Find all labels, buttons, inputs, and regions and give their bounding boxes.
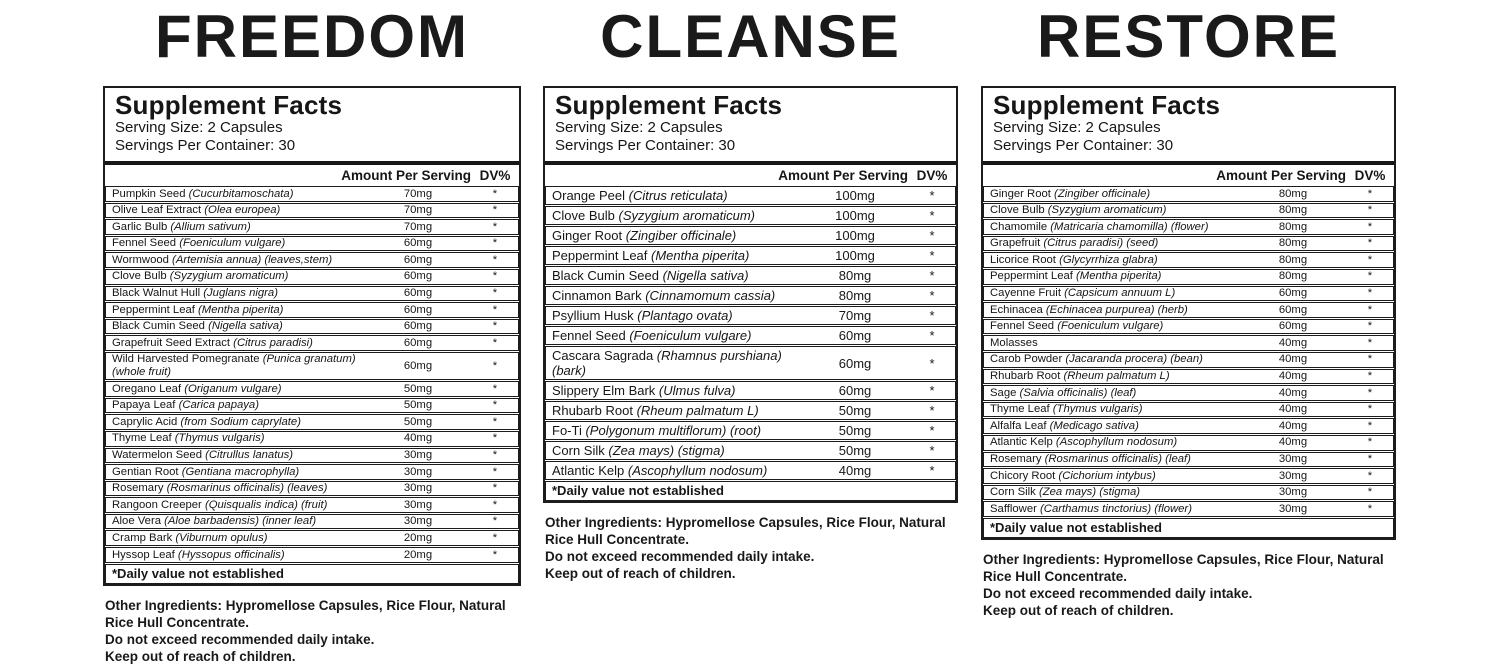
amount-column-label: Amount Per Serving (1216, 168, 1346, 183)
ingredient-name: Rhubarb Root (Rheum palmatum L) (552, 403, 759, 418)
ingredient-row (105, 269, 519, 285)
ingredient-amount: 30mg (1278, 486, 1308, 499)
ingredient-dv: * (492, 303, 498, 316)
servings-per-container: Servings Per Container: 30 (555, 137, 736, 154)
ingredient-dv: * (492, 237, 498, 250)
ingredient-name: Peppermint Leaf (Mentha piperita) (990, 270, 1162, 283)
warning-intake-text: Do not exceed recommended daily intake. (545, 549, 815, 564)
ingredient-table (545, 186, 956, 480)
ingredient-dv: * (492, 432, 498, 445)
ingredient-dv: * (492, 320, 498, 333)
ingredient-dv: * (1367, 253, 1373, 266)
ingredient-amount: 50mg (838, 443, 872, 458)
ingredient-row (983, 319, 1394, 335)
ingredient-name: Olive Leaf Extract (Olea europea) (112, 204, 281, 217)
ingredient-amount: 60mg (403, 320, 433, 333)
ingredient-row (105, 352, 519, 380)
ingredient-amount: 60mg (403, 303, 433, 316)
ingredient-name: Gentian Root (Gentiana macrophylla) (112, 465, 300, 478)
ingredient-amount: 30mg (403, 465, 433, 478)
ingredient-name: Cayenne Fruit (Capsicum annuum L) (990, 287, 1176, 300)
table-column-header (545, 165, 956, 186)
ingredient-amount: 60mg (838, 355, 872, 371)
ingredient-name: Grapefruit Seed Extract (Citrus paradisi) (112, 336, 313, 349)
amount-column-label: Amount Per Serving (341, 168, 471, 183)
serving-size: Serving Size: 2 Capsules (555, 119, 723, 136)
ingredient-row (983, 186, 1394, 202)
panel-header (983, 88, 1394, 160)
ingredient-dv: * (929, 328, 935, 343)
ingredient-dv: * (1367, 187, 1373, 200)
supplement-facts-title: Supplement Facts (993, 90, 1221, 120)
ingredient-dv: * (492, 498, 498, 511)
ingredient-row (105, 286, 519, 302)
ingredient-name: Corn Silk (Zea mays) (stigma) (990, 486, 1141, 499)
ingredient-row (105, 530, 519, 546)
ingredient-amount: 80mg (1278, 237, 1308, 250)
dv-column-label: DV% (1354, 168, 1386, 183)
ingredient-row (983, 485, 1394, 501)
ingredient-name: Fennel Seed (Foeniculum vulgare) (990, 320, 1164, 333)
ingredient-amount: 40mg (1278, 336, 1308, 349)
warning-children-text: Keep out of reach of children. (545, 566, 736, 581)
ingredient-name: Oregano Leaf (Origanum vulgare) (112, 382, 282, 395)
ingredient-name: Chicory Root (Cichorium intybus) (990, 469, 1156, 482)
ingredient-row (983, 203, 1394, 219)
ingredient-name: Black Cumin Seed (Nigella sativa) (552, 268, 749, 283)
ingredient-name: Ginger Root (Zingiber officinale) (990, 187, 1151, 200)
ingredient-amount: 40mg (1278, 403, 1308, 416)
ingredient-dv: * (929, 423, 935, 438)
ingredient-amount: 80mg (838, 268, 872, 283)
ingredient-dv: * (492, 270, 498, 283)
ingredient-name: Garlic Bulb (Allium sativum) (112, 220, 251, 233)
ingredient-amount: 60mg (403, 270, 433, 283)
ingredient-row (105, 414, 519, 430)
ingredient-table (105, 186, 519, 563)
ingredient-name: Clove Bulb (Syzygium aromaticum) (112, 270, 289, 283)
column-freedom (103, 3, 521, 665)
ingredient-row (105, 381, 519, 397)
ingredient-row (983, 286, 1394, 302)
ingredient-name: Alfalfa Leaf (Medicago sativa) (990, 419, 1139, 432)
ingredient-name: Clove Bulb (Syzygium aromaticum) (990, 204, 1167, 217)
ingredient-row (545, 326, 956, 345)
ingredient-dv: * (929, 228, 935, 243)
ingredient-dv: * (929, 268, 935, 283)
ingredient-name: Cinnamon Bark (Cinnamomum cassia) (552, 288, 776, 303)
ingredient-amount: 50mg (403, 382, 433, 395)
ingredient-amount: 70mg (403, 220, 433, 233)
ingredient-dv: * (1367, 486, 1373, 499)
ingredient-amount: 60mg (403, 359, 433, 372)
ingredient-dv: * (492, 465, 498, 478)
ingredient-dv: * (929, 288, 935, 303)
ingredient-amount: 20mg (403, 548, 433, 561)
ingredient-name: Molasses (990, 336, 1038, 349)
ingredient-name: Atlantic Kelp (Ascophyllum nodosum) (552, 463, 768, 478)
product-title-cleanse: CLEANSE (600, 3, 901, 70)
ingredient-row (983, 252, 1394, 268)
ingredient-amount: 60mg (403, 253, 433, 266)
other-ingredients-text: Other Ingredients: Hypromellose Capsules, Rice Flour, Natural Rice Hull Concentrate. (545, 515, 946, 547)
ingredient-name: Wild Harvested Pomegranate (Punica granatum) (whole fruit) (112, 353, 356, 379)
ingredient-row (983, 269, 1394, 285)
serving-size: Serving Size: 2 Capsules (993, 119, 1161, 136)
ingredient-row (545, 421, 956, 440)
ingredient-name: Peppermint Leaf (Mentha piperita) (552, 248, 750, 263)
ingredient-amount: 80mg (1278, 220, 1308, 233)
ingredient-row (983, 219, 1394, 235)
ingredient-dv: * (929, 463, 935, 478)
other-ingredients-block (103, 597, 521, 665)
ingredient-dv: * (929, 403, 935, 418)
other-ingredients-block (981, 551, 1396, 619)
ingredient-amount: 50mg (403, 415, 433, 428)
ingredient-dv: * (1367, 419, 1373, 432)
ingredient-dv: * (1367, 353, 1373, 366)
ingredient-name: Black Walnut Hull (Juglans nigra) (112, 287, 278, 300)
ingredient-dv: * (929, 443, 935, 458)
ingredient-dv: * (492, 548, 498, 561)
ingredient-amount: 40mg (1278, 386, 1308, 399)
ingredient-name: Thyme Leaf (Thymus vulgaris) (112, 432, 265, 445)
other-ingredients-text: Other Ingredients: Hypromellose Capsules, Rice Flour, Natural Rice Hull Concentrate. (105, 597, 506, 630)
ingredient-row (105, 236, 519, 252)
ingredient-dv: * (1367, 336, 1373, 349)
ingredient-dv: * (492, 515, 498, 528)
ingredient-dv: * (929, 383, 935, 398)
ingredient-amount: 30mg (403, 498, 433, 511)
ingredient-row (545, 461, 956, 480)
ingredient-row (105, 481, 519, 497)
ingredient-row (983, 385, 1394, 401)
ingredient-row (105, 302, 519, 318)
supplement-facts-panel-freedom (103, 86, 521, 586)
ingredient-dv: * (492, 359, 498, 372)
ingredient-name: Licorice Root (Glycyrrhiza glabra) (990, 253, 1158, 266)
ingredient-amount: 60mg (1278, 287, 1308, 300)
ingredient-name: Carob Powder (Jacaranda procera) (bean) (990, 353, 1203, 366)
warning-intake-text: Do not exceed recommended daily intake. (105, 631, 375, 647)
ingredient-row (545, 186, 956, 205)
ingredient-name: Psyllium Husk (Plantago ovata) (552, 308, 733, 323)
ingredient-name: Rosemary (Rosmarinus officinalis) (leaf) (990, 453, 1191, 465)
ingredient-dv: * (492, 399, 498, 412)
ingredient-name: Black Cumin Seed (Nigella sativa) (112, 320, 283, 333)
ingredient-name: Cascara Sagrada (Rhamnus purshiana) (bark) (552, 348, 782, 378)
ingredient-amount: 80mg (1278, 204, 1308, 217)
ingredient-name: Safflower (Carthamus tinctorius) (flower) (990, 502, 1192, 515)
ingredient-amount: 60mg (1278, 320, 1308, 333)
ingredient-dv: * (1367, 370, 1373, 383)
ingredient-name: Cramp Bark (Viburnum opulus) (112, 531, 268, 544)
ingredient-row (545, 226, 956, 245)
ingredient-dv: * (1367, 220, 1373, 233)
product-title-freedom: FREEDOM (155, 3, 469, 70)
ingredient-amount: 100mg (835, 228, 875, 243)
ingredient-amount: 60mg (838, 328, 872, 343)
ingredient-row (105, 398, 519, 414)
ingredient-amount: 70mg (838, 308, 872, 323)
ingredient-row (545, 401, 956, 420)
ingredient-row (983, 452, 1394, 468)
other-ingredients-block (543, 514, 958, 582)
ingredient-amount: 40mg (1278, 419, 1308, 432)
ingredient-dv: * (1367, 270, 1373, 283)
ingredient-row (545, 346, 956, 380)
ingredient-row (545, 306, 956, 325)
supplement-facts-panel-cleanse (543, 86, 958, 503)
supplement-facts-title: Supplement Facts (115, 90, 343, 120)
ingredient-amount: 60mg (1278, 303, 1308, 316)
ingredient-row (105, 219, 519, 235)
ingredient-row (545, 441, 956, 460)
ingredient-amount: 30mg (1278, 453, 1308, 465)
ingredient-amount: 70mg (403, 204, 433, 217)
ingredient-name: Rangoon Creeper (Quisqualis indica) (fruit) (112, 498, 328, 511)
ingredient-dv: * (929, 188, 935, 203)
serving-size: Serving Size: 2 Capsules (115, 119, 283, 136)
ingredient-amount: 30mg (403, 449, 433, 461)
ingredient-amount: 40mg (1278, 436, 1308, 449)
ingredient-row (983, 418, 1394, 434)
supplement-facts-panel-restore (981, 86, 1396, 540)
ingredient-dv: * (492, 382, 498, 395)
ingredient-row (983, 236, 1394, 252)
ingredient-name: Sage (Salvia officinalis) (leaf) (990, 386, 1137, 399)
ingredient-amount: 100mg (835, 248, 875, 263)
ingredient-name: Pumpkin Seed (Cucurbitamoschata) (112, 187, 294, 200)
ingredient-dv: * (1367, 320, 1373, 333)
ingredient-dv: * (492, 204, 498, 217)
ingredient-row (545, 381, 956, 400)
ingredient-dv: * (1367, 287, 1373, 300)
ingredient-dv: * (492, 531, 498, 544)
ingredient-row (105, 497, 519, 513)
ingredient-amount: 30mg (403, 482, 433, 495)
ingredient-amount: 50mg (403, 399, 433, 412)
ingredient-row (983, 352, 1394, 368)
ingredient-amount: 40mg (403, 432, 433, 445)
ingredient-amount: 30mg (403, 515, 433, 528)
ingredient-dv: * (1367, 436, 1373, 449)
ingredient-amount: 30mg (1278, 469, 1308, 482)
ingredient-table (983, 186, 1394, 517)
ingredient-amount: 60mg (403, 287, 433, 300)
ingredient-dv: * (1367, 502, 1373, 515)
ingredient-amount: 20mg (403, 531, 433, 544)
ingredient-amount: 60mg (403, 336, 433, 349)
ingredient-name: Orange Peel (Citrus reticulata) (552, 188, 728, 203)
ingredient-dv: * (1367, 303, 1373, 316)
ingredient-row (105, 448, 519, 464)
ingredient-dv: * (492, 415, 498, 428)
ingredient-dv: * (1367, 453, 1373, 465)
ingredient-name: Rosemary (Rosmarinus officinalis) (leaves) (112, 482, 328, 495)
ingredient-name: Fo-Ti (Polygonum multiflorum) (root) (552, 423, 762, 438)
ingredient-name: Wormwood (Artemisia annua) (leaves,stem) (112, 253, 333, 266)
column-restore (981, 3, 1396, 619)
ingredient-name: Caprylic Acid (from Sodium caprylate) (112, 415, 301, 428)
ingredient-amount: 40mg (838, 463, 872, 478)
ingredient-amount: 80mg (1278, 270, 1308, 283)
ingredient-amount: 70mg (403, 187, 433, 200)
servings-per-container: Servings Per Container: 30 (115, 137, 296, 154)
ingredient-dv: * (492, 449, 498, 461)
ingredient-name: Papaya Leaf (Carica papaya) (112, 399, 259, 412)
ingredient-name: Echinacea (Echinacea purpurea) (herb) (990, 303, 1188, 316)
ingredient-row (545, 286, 956, 305)
ingredient-dv: * (492, 482, 498, 495)
ingredient-name: Slippery Elm Bark (Ulmus fulva) (552, 383, 736, 398)
ingredient-name: Hyssop Leaf (Hyssopus officinalis) (112, 548, 285, 561)
ingredient-row (105, 464, 519, 480)
ingredient-name: Aloe Vera (Aloe barbadensis) (inner leaf) (112, 515, 317, 528)
ingredient-name: Grapefruit (Citrus paradisi) (seed) (990, 237, 1159, 250)
ingredient-name: Thyme Leaf (Thymus vulgaris) (990, 403, 1143, 416)
ingredient-row (983, 468, 1394, 484)
other-ingredients-text: Other Ingredients: Hypromellose Capsules, Rice Flour, Natural Rice Hull Concentrate. (983, 551, 1384, 584)
column-cleanse (543, 3, 958, 582)
ingredient-row (105, 186, 519, 202)
dv-column-label: DV% (479, 168, 511, 183)
ingredient-dv: * (492, 287, 498, 300)
dv-column-label: DV% (916, 168, 948, 183)
ingredient-row (105, 252, 519, 268)
daily-value-footnote: *Daily value not established (105, 564, 519, 584)
ingredient-dv: * (1367, 237, 1373, 250)
ingredient-row (983, 501, 1394, 517)
amount-column-label: Amount Per Serving (778, 168, 908, 183)
ingredient-dv: * (1367, 403, 1373, 416)
ingredient-dv: * (492, 187, 498, 200)
ingredient-row (545, 206, 956, 225)
ingredient-row (105, 319, 519, 335)
ingredient-row (105, 431, 519, 447)
table-column-header (105, 165, 519, 186)
ingredient-row (983, 435, 1394, 451)
ingredient-name: Corn Silk (Zea mays) (stigma) (552, 443, 725, 458)
warning-children-text: Keep out of reach of children. (983, 602, 1174, 618)
ingredient-amount: 100mg (835, 208, 875, 223)
ingredient-dv: * (929, 208, 935, 223)
ingredient-dv: * (929, 248, 935, 263)
daily-value-footnote: *Daily value not established (983, 518, 1394, 538)
ingredient-dv: * (492, 220, 498, 233)
ingredient-name: Watermelon Seed (Citrullus lanatus) (112, 449, 294, 461)
ingredient-row (983, 369, 1394, 385)
ingredient-name: Ginger Root (Zingiber officinale) (552, 228, 737, 243)
ingredient-dv: * (492, 336, 498, 349)
panel-header (545, 88, 956, 160)
warning-intake-text: Do not exceed recommended daily intake. (983, 585, 1253, 601)
ingredient-name: Fennel Seed (Foeniculum vulgare) (112, 237, 286, 250)
table-column-header (983, 165, 1394, 186)
ingredient-amount: 50mg (838, 403, 872, 418)
ingredient-dv: * (1367, 386, 1373, 399)
ingredient-row (983, 302, 1394, 318)
ingredient-amount: 60mg (403, 237, 433, 250)
ingredient-amount: 80mg (838, 288, 872, 303)
ingredient-row (983, 402, 1394, 418)
ingredient-name: Clove Bulb (Syzygium aromaticum) (552, 208, 756, 223)
ingredient-dv: * (492, 253, 498, 266)
ingredient-row (545, 266, 956, 285)
ingredient-row (105, 514, 519, 530)
ingredient-dv: * (929, 308, 935, 323)
ingredient-dv: * (1367, 204, 1373, 217)
ingredient-name: Fennel Seed (Foeniculum vulgare) (552, 328, 752, 343)
ingredient-amount: 60mg (838, 383, 872, 398)
ingredient-amount: 40mg (1278, 370, 1308, 383)
ingredient-amount: 30mg (1278, 502, 1308, 515)
servings-per-container: Servings Per Container: 30 (993, 137, 1174, 154)
ingredient-amount: 80mg (1278, 187, 1308, 200)
supplement-facts-title: Supplement Facts (555, 90, 783, 120)
ingredient-amount: 100mg (835, 188, 875, 203)
ingredient-amount: 40mg (1278, 353, 1308, 366)
ingredient-amount: 50mg (838, 423, 872, 438)
ingredient-name: Peppermint Leaf (Mentha piperita) (112, 303, 284, 316)
ingredient-name: Atlantic Kelp (Ascophyllum nodosum) (990, 436, 1178, 449)
ingredient-amount: 80mg (1278, 253, 1308, 266)
ingredient-row (105, 203, 519, 219)
product-title-restore: RESTORE (1037, 3, 1340, 70)
ingredient-name: Chamomile (Matricaria chamomilla) (flower) (990, 220, 1209, 233)
ingredient-dv: * (929, 355, 935, 371)
ingredient-row (105, 335, 519, 351)
ingredient-name: Rhubarb Root (Rheum palmatum L) (990, 370, 1170, 383)
daily-value-footnote: *Daily value not established (545, 481, 956, 501)
ingredient-row (545, 246, 956, 265)
ingredient-row (105, 547, 519, 563)
ingredient-dv: * (1367, 469, 1373, 482)
ingredient-row (983, 335, 1394, 351)
warning-children-text: Keep out of reach of children. (105, 648, 296, 664)
panel-header (105, 88, 519, 160)
